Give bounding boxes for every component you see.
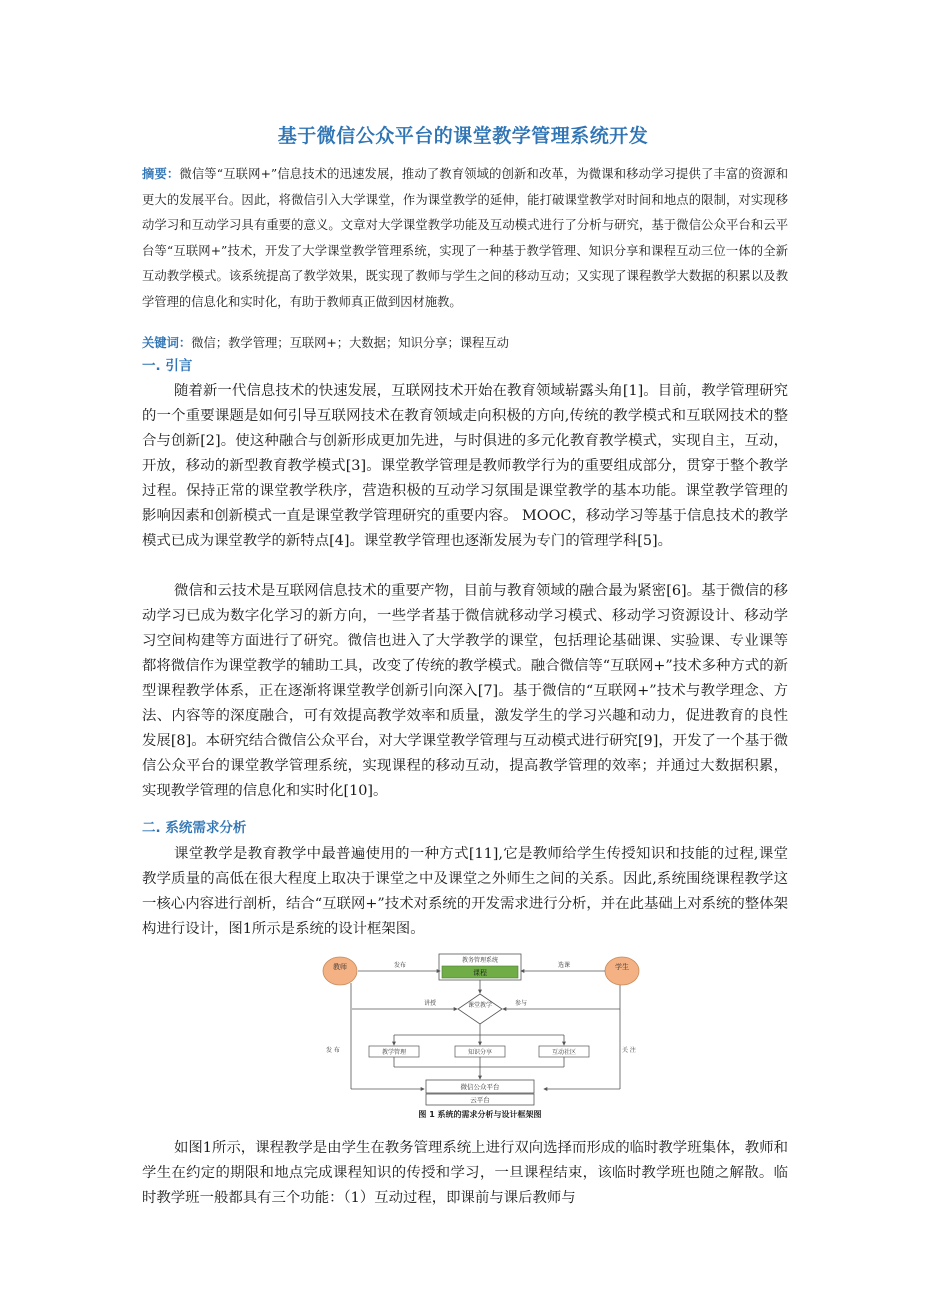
wechat-platform-label: 微信公众平台 xyxy=(460,1083,500,1091)
academic-system-label: 教务管理系统 xyxy=(461,957,499,964)
paper-title: 基于微信公众平台的课堂教学管理系统开发 xyxy=(277,125,649,147)
select-label: 选课 xyxy=(557,962,571,969)
classroom-teaching-label: 课堂教学 xyxy=(467,1002,493,1009)
section-1-paragraph-2: 微信和云技术是互联网信息技术的重要产物，目前与教育领域的融合最为紧密[6]。基于微信的移动学习已成为数字化学习的新方向，一些学者基于微信就移动学习模式、移动学习资源设计、移动学习空间构建等方面进行了研究。微信也进入了大学教学的课堂，包括理论基础课、实验课、专业课等都将微信作为课堂教学的辅助工具，改变了传统的教学模式。融合微信等“互联网+”技术多种方式的新型课程教学体系，正在逐渐将课堂教学创新引向深入[7]。基于微信的“互联网+”技术与教学理念、方法、内容等的深度融合，可有效提高教学效率和质量，激发学生的学习兴趣和动力，促进教育的良性发展[8]。本研究结合微信公众平台，对大学课堂教学管理与互动模式进行研究[9]，开发了一个基于微信公众平台的课堂教学管理系统，实现课程的移动互动，提高教学管理的效率；并通过大数据积累，实现教学管理的信息化和实时化[10]。 xyxy=(142,583,788,799)
section-2-heading: 二. 系统需求分析 xyxy=(142,820,247,836)
teaching-mgmt-label: 教学管理 xyxy=(381,1049,407,1056)
publish-label: 发布 xyxy=(393,962,407,969)
community-label: 互动社区 xyxy=(551,1049,577,1056)
participate-label: 参与 xyxy=(514,1000,528,1007)
classroom-teaching-diamond xyxy=(458,994,502,1024)
abstract-text: 微信等“互联网+”信息技术的迅速发展，推动了教育领域的创新和改革，为微课和移动学习提供了丰富的资源和更大的发展平台。因此，将微信引入大学课堂，作为课堂教学的延伸，能打破课堂教学对时间和地点的限制，对实现移动学习和互动学习具有重要的意义。文章对大学课堂教学功能及互动模式进行了分析与研究，基于微信公众平台和云平台等“互联网+”技术，开发了大学课堂教学管理系统，实现了一种基于教学管理、知识分享和课程互动三位一体的全新互动教学模式。该系统提高了教学效果，既实现了教师与学生之间的移动互动；又实现了课程教学大数据的积累以及教学管理的信息化和实时化，有助于教师真正做到因材施教。 xyxy=(142,167,788,309)
teacher-label: 教师 xyxy=(333,963,347,971)
cloud-platform-label: 云平台 xyxy=(470,1096,490,1104)
publish-side-label: 发 布 xyxy=(326,1047,340,1054)
figure-caption: 图 1 系统的需求分析与设计框架图 xyxy=(418,1110,542,1119)
teacher-node xyxy=(323,957,357,985)
course-label: 课程 xyxy=(473,969,487,977)
student-node xyxy=(605,957,639,985)
section-1-heading: 一. 引言 xyxy=(142,358,193,374)
keywords xyxy=(142,333,788,353)
teach-label: 讲授 xyxy=(423,1000,437,1007)
knowledge-sharing-label: 知识分享 xyxy=(467,1049,493,1056)
section-2-paragraph-2: 如图1所示，课程教学是由学生在教务管理系统上进行双向选择而形成的临时教学班集体，教师和学生在约定的期限和地点完成课程知识的传授和学习，一旦课程结束，该临时教学班也随之解散。临时教学班一般都具有三个功能：（1）互动过程，即课前与课后教师与 xyxy=(142,1140,788,1206)
section-1-paragraph-1: 随着新一代信息技术的快速发展，互联网技术开始在教育领域崭露头角[1]。目前，教学管理研究的一个重要课题是如何引导互联网技术在教育领域走向积极的方向,传统的教学模式和互联网技术的整合与创新[2]。使这种融合与创新形成更加先进，与时俱进的多元化教育教学模式，实现自主，互动，开放，移动的新型教育教学模式[3]。课堂教学管理是教师教学行为的重要组成部分，贯穿于整个教学过程。保持正常的课堂教学秩序，营造积极的互动学习氛围是课堂教学的基本功能。课堂教学管理的影响因素和创新模式一直是课堂教学管理研究的重要内容。 MOOC，移动学习等基于信息技术的教学模式已成为课堂教学的新特点[4]。课堂教学管理也逐渐发展为专门的管理学科[5]。 xyxy=(142,383,788,549)
abstract-label: 摘要： xyxy=(142,167,180,181)
follow-side-label: 关 注 xyxy=(622,1047,636,1054)
keywords-text: 微信；教学管理；互联网+；大数据；知识分享；课程互动 xyxy=(191,336,509,350)
abstract xyxy=(142,162,788,316)
student-label: 学生 xyxy=(615,963,629,971)
section-2-paragraph-1: 课堂教学是教育教学中最普遍使用的一种方式[11],它是教师给学生传授知识和技能的过程,课堂教学质量的高低在很大程度上取决于课堂之中及课堂之外师生之间的关系。因此,系统围绕课程教学这一核心内容进行剖析，结合“互联网+”技术对系统的开发需求进行分析，并在此基础上对系统的整体架构进行设计，图1所示是系统的设计框架图。 xyxy=(142,846,788,937)
system-framework-figure xyxy=(316,951,642,1121)
keywords-label: 关键词： xyxy=(142,336,192,350)
